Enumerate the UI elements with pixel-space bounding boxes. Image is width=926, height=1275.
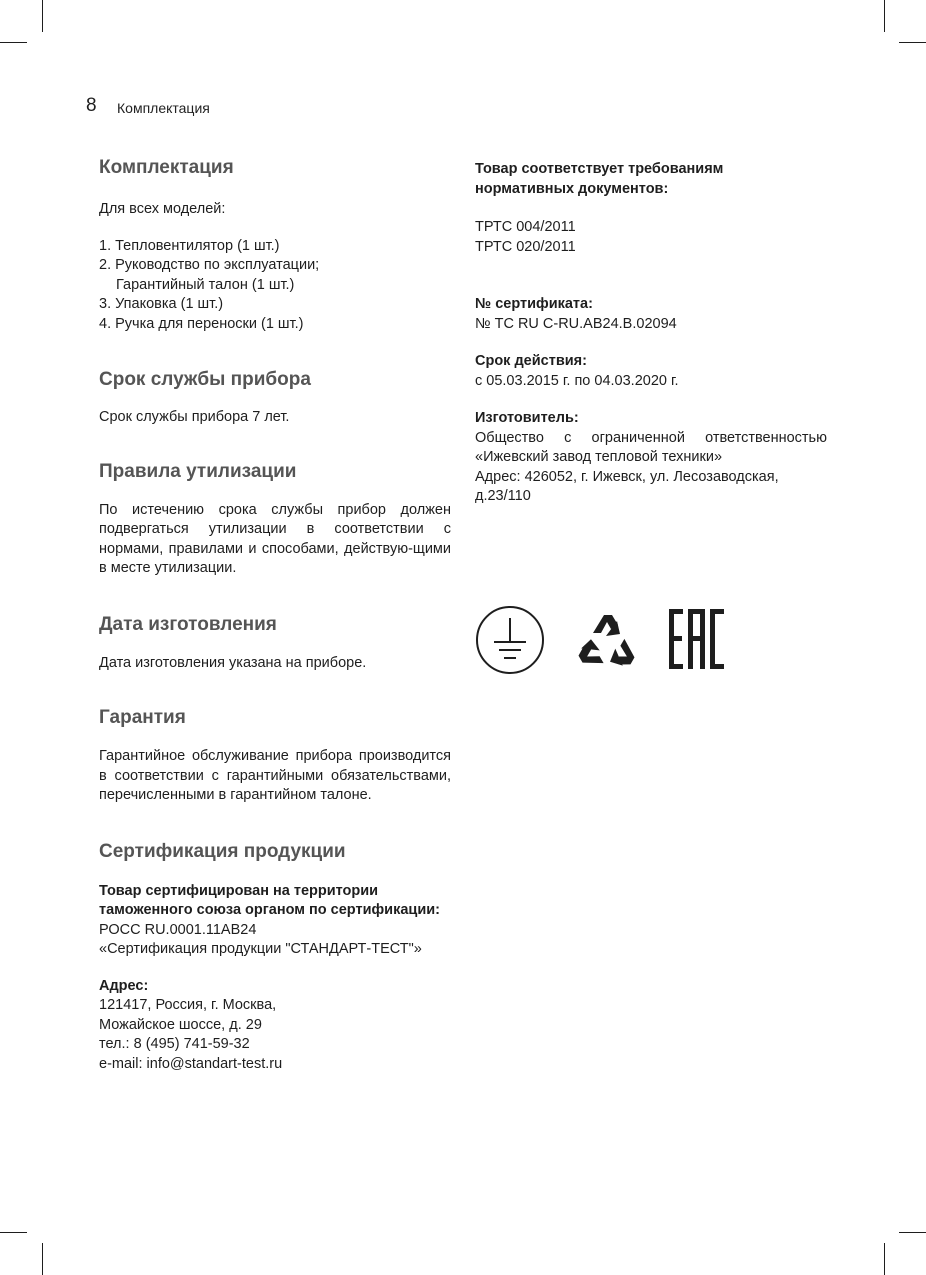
paragraph: Дата изготовления указана на приборе. — [99, 654, 367, 671]
address-label: Адрес: — [99, 977, 149, 994]
cert-number-label: № сертификата: — [475, 296, 593, 312]
crop-mark — [884, 1243, 885, 1275]
address-line: Можайское шоссе, д. 29 — [99, 1016, 262, 1033]
section-completeness — [99, 156, 451, 334]
section-title: Сертификация продукции — [99, 840, 346, 862]
section-title: Правила утилизации — [99, 460, 297, 482]
regulation-doc: ТРТС 004/2011 — [475, 219, 576, 235]
section-title: Дата изготовления — [99, 613, 277, 635]
running-header: Комплектация — [117, 100, 210, 116]
list-item: 3. Упаковка (1 шт.) — [99, 296, 224, 312]
manufacturer-address: Адрес: 426052, г. Ижевск, ул. Лесозаводская, д.23/110 — [475, 468, 779, 504]
list-item: Гарантийный талон (1 шт.) — [116, 276, 295, 293]
completeness-list — [99, 237, 451, 335]
paragraph: Гарантийное обслуживание прибора производится в соответствии с гарантийными обязательствами, перечисленными в гарантийном талоне. — [99, 748, 451, 803]
page-number: 8 — [86, 95, 97, 116]
paragraph: По истечению срока службы прибор должен подвергаться утилизации в соответствии с нормами, правилами и способами, действую-щими в месте утилизации. — [99, 501, 451, 576]
certification-body-name: «Сертификация продукции "СТАНДАРТ-ТЕСТ"» — [99, 941, 422, 957]
validity-period: с 05.03.2015 г. по 04.03.2020 г. — [475, 372, 679, 389]
section-manufacture-date — [99, 613, 451, 674]
manufacturer-name: Общество с ограниченной ответственностью «Ижевский завод тепловой техники» — [475, 429, 827, 465]
crop-mark — [42, 0, 43, 32]
section-service-life — [99, 368, 451, 428]
regulation-doc: ТРТС 020/2011 — [475, 238, 576, 255]
left-column — [99, 156, 451, 1074]
list-item: 4. Ручка для переноски (1 шт.) — [99, 315, 304, 332]
crop-mark — [899, 42, 926, 43]
certification-body-code: РОСС RU.0001.11АВ24 — [99, 921, 257, 938]
crop-mark — [884, 0, 885, 32]
list-item: 2. Руководство по эксплуатации; — [99, 257, 320, 273]
crop-mark — [42, 1243, 43, 1275]
certified-by-label: Товар сертифицирован на территории таможенного союза органом по сертификации: — [99, 882, 440, 918]
address-line: 121417, Россия, г. Москва, — [99, 997, 277, 1013]
crop-mark — [899, 1232, 926, 1233]
validity-label: Срок действия: — [475, 353, 587, 369]
compliance-label: Товар соответствует требованиям — [475, 161, 724, 177]
cert-number: № ТС RU С-RU.АВ24.В.02094 — [475, 315, 677, 332]
section-title: Срок службы прибора — [99, 369, 311, 390]
eac-mark-icon — [669, 609, 725, 669]
section-certification — [99, 840, 451, 1075]
section-title: Комплектация — [99, 157, 234, 178]
manufacturer-label: Изготовитель: — [475, 410, 579, 426]
paragraph: Для всех моделей: — [99, 201, 226, 217]
recycle-icon — [571, 605, 643, 677]
list-item: 1. Тепловентилятор (1 шт.) — [99, 237, 280, 254]
paragraph: Срок службы прибора 7 лет. — [99, 409, 290, 425]
right-column — [475, 160, 827, 507]
ground-symbol-icon — [473, 606, 547, 674]
section-warranty — [99, 706, 451, 806]
crop-mark — [0, 1232, 27, 1233]
phone-line: тел.: 8 (495) 741-59-32 — [99, 1036, 250, 1052]
section-title: Гарантия — [99, 707, 186, 728]
crop-mark — [0, 42, 27, 43]
compliance-label: нормативных документов: — [475, 180, 669, 197]
email-line: e-mail: info@standart-test.ru — [99, 1055, 283, 1072]
section-disposal — [99, 460, 451, 579]
